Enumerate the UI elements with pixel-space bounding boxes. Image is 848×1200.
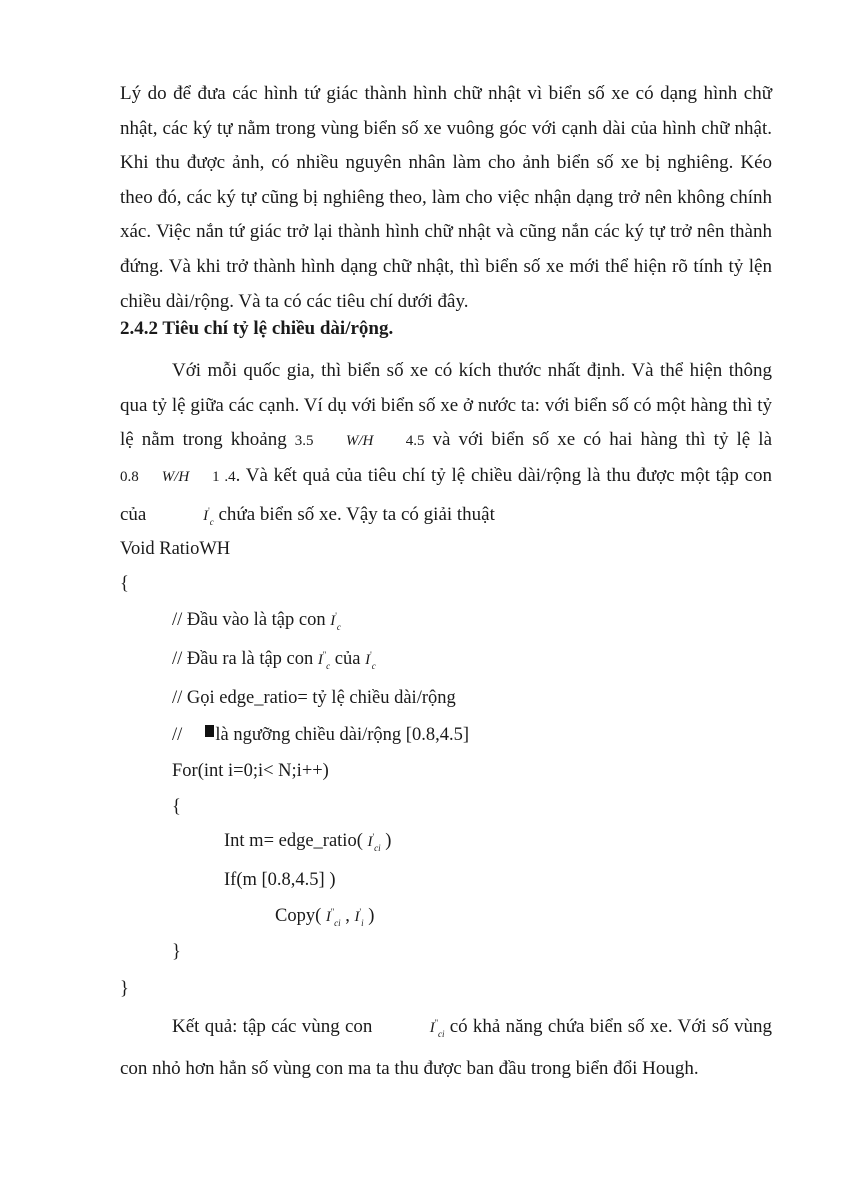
ratio-text-3: . Và kết quả của tiêu chí tỷ lệ chiều dài/rộng là thu được một tập con của [120, 464, 773, 526]
code-if: If(m [0.8,4.5] ) [224, 870, 336, 890]
ratio-text-2: và với biển số xe có hai hàng thì tỷ lệ là [424, 429, 773, 451]
result-subset-symbol: $I''_{ci}$ [429, 1018, 445, 1039]
ratio-variable-1: W/H [345, 433, 374, 450]
code-comment-input: // Đầu vào là tập con $I'_c$ [172, 610, 341, 632]
code-for-loop: For(int i=0;i< N;i++) [172, 761, 329, 781]
code-inner-close-brace: } [172, 942, 181, 962]
ratio-text-1: Với mỗi quốc gia, thì biển số xe có kích thước nhất định. Và thể hiện thông qua tỷ lệ giữa các cạnh. Ví dụ với biển số xe ở nước ta: với biển số có một hàng thì tỷ lệ nằm trong khoảng [120, 360, 772, 451]
code-copy: Copy( $I''_{ci}$ , $I'_i$ ) [275, 906, 375, 928]
code-open-brace: { [120, 574, 129, 594]
code-comment-output: // Đầu ra là tập con $I''_c$ của $I'_c$ [172, 649, 376, 671]
ratio-range-2-low: 0.8 [120, 468, 139, 485]
subset-symbol: $I'_c$ [203, 506, 214, 528]
ratio-range-1-low: 3.5 [294, 433, 314, 450]
section-heading: 2.4.2 Tiêu chí tỷ lệ chiều dài/rộng. [120, 318, 394, 339]
code-close-brace: } [120, 979, 129, 999]
ratio-variable-2: W/H [161, 468, 190, 485]
ratio-range-1-high: 4.5 [405, 433, 425, 450]
result-paragraph: Kết quả: tập các vùng con $I''_{ci}$ có khả năng chứa biển số xe. Với số vùng con nhỏ hơn hẳn số vùng con ma ta thu được ban đầu trong biển đổi Hough. [120, 1006, 772, 1086]
ratio-paragraph [120, 354, 772, 540]
code-int-m: Int m= edge_ratio( $I'_{ci}$ ) [224, 831, 392, 853]
threshold-symbol [205, 725, 214, 737]
ratio-text-4: chứa biển số xe. Vậy ta có giải thuật [213, 504, 495, 526]
code-inner-open-brace: { [172, 797, 181, 817]
code-comment-edge-ratio: // Gọi edge_ratio= tỷ lệ chiều dài/rộng [172, 688, 456, 708]
code-function-name: Void RatioWH [120, 539, 231, 559]
ratio-range-2-high: 1 .4 [212, 468, 236, 485]
code-comment-threshold: // là ngưỡng chiều dài/rộng [0.8,4.5] [172, 725, 469, 745]
intro-paragraph: Lý do để đưa các hình tứ giác thành hình chữ nhật vì biển số xe có dạng hình chữ nhật, các ký tự nằm trong vùng biển số xe vuông góc với cạnh dài của hình chữ nhật. Khi thu được ảnh, có nhiều nguyên nhân làm cho ảnh biển số xe bị nghiêng. Kéo theo đó, các ký tự cũng bị nghiêng theo, làm cho việc nhận dạng trở nên không chính xác. Việc nắn tứ giác trở lại thành hình chữ nhật và cũng nắn các ký tự trở nên thành đứng. Và khi trở thành hình dạng chữ nhật, thì biển số xe mới thể hiện rõ tính tỷ lện chiều dài/rộng. Và ta có các tiêu chí dưới đây. [120, 83, 772, 312]
